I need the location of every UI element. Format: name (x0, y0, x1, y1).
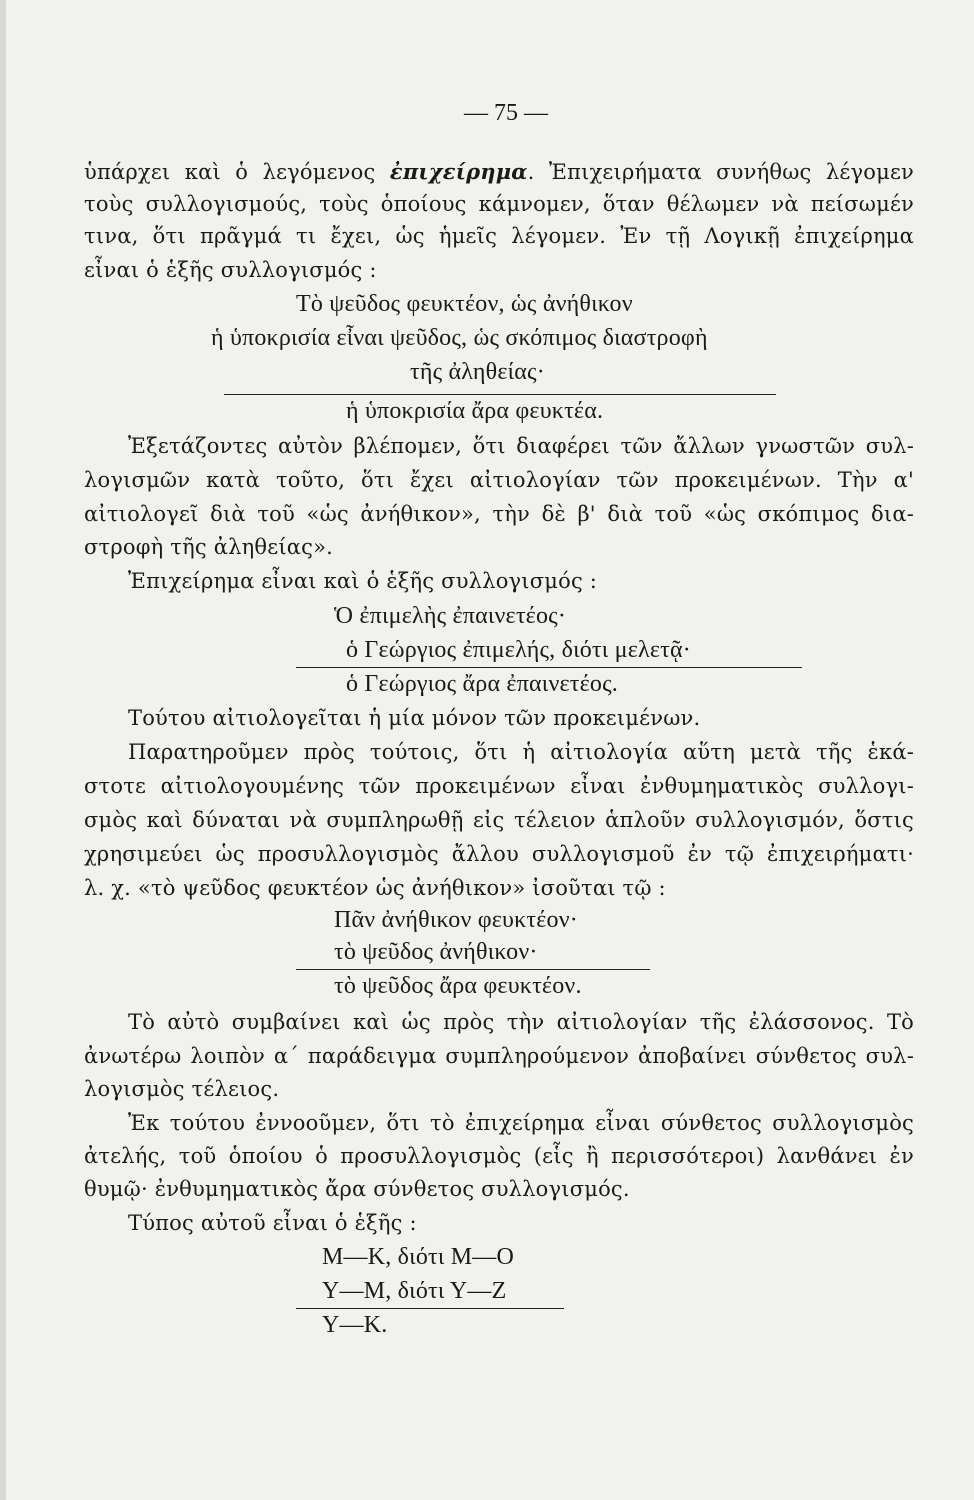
syllogism-2-major: Ὁ ἐπιμελὴς ἐπαινετέος· (334, 603, 567, 629)
paragraph-2-line-2: λογισμῶν κατὰ τοῦτο, ὅτι ἔχει αἰτιολογίαν τῶν προκειμένων. Τὴν α' (84, 468, 914, 492)
syllogism-2-conclusion: ὁ Γεώργιος ἄρα ἐπαινετέος. (346, 671, 619, 697)
paragraph-5-line-4: χρησιμεύει ὡς προσυλλογισμὸς ἄλλου συλλογισμοῦ ἐν τῷ ἐπιχειρήματι· (84, 842, 914, 866)
text-run: . Ἐπιχειρήματα συνήθως λέγομεν (527, 160, 914, 184)
paragraph-2-line-1: Ἐξετάζοντες αὐτὸν βλέπομεν, ὅτι διαφέρει τῶν ἄλλων γνωστῶν συλ- (128, 434, 914, 458)
syllogism-3-minor: τὸ ψεῦδος ἀνήθικον· (334, 939, 538, 965)
text-run: ὑπάρχει καὶ ὁ λεγόμενος (84, 160, 390, 184)
paragraph-6-line-2: ἀνωτέρω λοιπὸν α΄ παράδειγμα συμπληρούμενον ἀποβαίνει σύνθετος συλ- (84, 1044, 914, 1068)
syllogism-1-rule (224, 394, 776, 395)
paragraph-7-line-3: θυμῷ· ἐνθυμηματικὸς ἄρα σύνθετος συλλογισμός. (84, 1177, 630, 1201)
paragraph-5-line-3: σμὸς καὶ δύναται νὰ συμπληρωθῇ εἰς τέλειον ἁπλοῦν συλλογισμόν, ὅστις (84, 808, 914, 832)
paragraph-3-line-1: Ἐπιχείρημα εἶναι καὶ ὁ ἑξῆς συλλογισμός : (128, 569, 598, 593)
formula-rule (296, 1308, 564, 1309)
paragraph-4-line-1: Τούτου αἰτιολογεῖται ἡ μία μόνον τῶν προκειμένων. (128, 706, 701, 730)
paragraph-8-line-1: Τύπος αὐτοῦ εἶναι ὁ ἑξῆς : (128, 1211, 417, 1235)
paragraph-7-line-2: ἀτελής, τοῦ ὁποίου ὁ προσυλλογισμὸς (εἷς ἢ περισσότεροι) λανθάνει ἐν (84, 1144, 914, 1168)
paragraph-6-line-1: Τὸ αὐτὸ συμβαίνει καὶ ὡς πρὸς τὴν αἰτιολογίαν τῆς ἐλάσσονος. Τὸ (128, 1010, 914, 1034)
paragraph-1-line-1 (84, 158, 914, 186)
paragraph-1-line-4: εἶναι ὁ ἑξῆς συλλογισμός : (84, 258, 377, 282)
syllogism-1-minor: ἡ ὑποκρισία εἶναι ψεῦδος, ὡς σκόπιμος διαστροφὴ (211, 325, 708, 351)
paragraph-2-line-4: στροφὴ τῆς ἀληθείας». (84, 535, 334, 559)
syllogism-2-minor: ὁ Γεώργιος ἐπιμελής, διότι μελετᾷ· (346, 637, 691, 663)
page-number: — 75 — (464, 100, 548, 126)
formula-line-1: Μ—Κ, διότι Μ—Ο (322, 1244, 515, 1270)
syllogism-3-rule (296, 969, 650, 970)
emphasized-term: ἐπιχείρημα (389, 159, 528, 184)
formula-line-3: Υ—Κ. (322, 1312, 388, 1338)
syllogism-3-conclusion: τὸ ψεῦδος ἄρα φευκτέον. (334, 973, 582, 999)
syllogism-1-major: Τὸ ψεῦδος φευκτέον, ὡς ἀνήθικον (296, 291, 633, 317)
syllogism-1-conclusion: ἡ ὑποκρισία ἄρα φευκτέα. (346, 398, 604, 424)
paragraph-2-line-3: αἰτιολογεῖ διὰ τοῦ «ὡς ἀνήθικον», τὴν δὲ β' διὰ τοῦ «ὡς σκόπιμος δια- (84, 502, 914, 526)
paragraph-1-line-2: τοὺς συλλογισμούς, τοὺς ὁποίους κάμνομεν, ὅταν θέλωμεν νὰ πείσωμέν (84, 192, 914, 216)
paragraph-5-line-1: Παρατηροῦμεν πρὸς τούτοις, ὅτι ἡ αἰτιολογία αὕτη μετὰ τῆς ἑκά- (128, 740, 914, 764)
syllogism-2-rule (296, 667, 802, 668)
formula-line-2: Υ—Μ, διότι Υ—Ζ (322, 1278, 507, 1304)
paragraph-6-line-3: λογισμὸς τέλειος. (84, 1077, 280, 1101)
paragraph-5-line-5: λ. χ. «τὸ ψεῦδος φευκτέον ὡς ἀνήθικον» ἰσοῦται τῷ : (84, 876, 666, 900)
syllogism-3-major: Πᾶν ἀνήθικον φευκτέον· (334, 907, 578, 933)
syllogism-1-minor-cont: τῆς ἀληθείας· (410, 359, 545, 385)
paragraph-5-line-2: στοτε αἰτιολογουμένης τῶν προκειμένων εἶναι ἐνθυμηματικὸς συλλογι- (84, 774, 914, 798)
paragraph-1-line-3: τινα, ὅτι πρᾶγμά τι ἔχει, ὡς ἡμεῖς λέγομεν. Ἐν τῇ Λογικῇ ἐπιχείρημα (84, 224, 914, 248)
paragraph-7-line-1: Ἐκ τούτου ἐννοοῦμεν, ὅτι τὸ ἐπιχείρημα εἶναι σύνθετος συλλογισμὸς (128, 1111, 914, 1135)
